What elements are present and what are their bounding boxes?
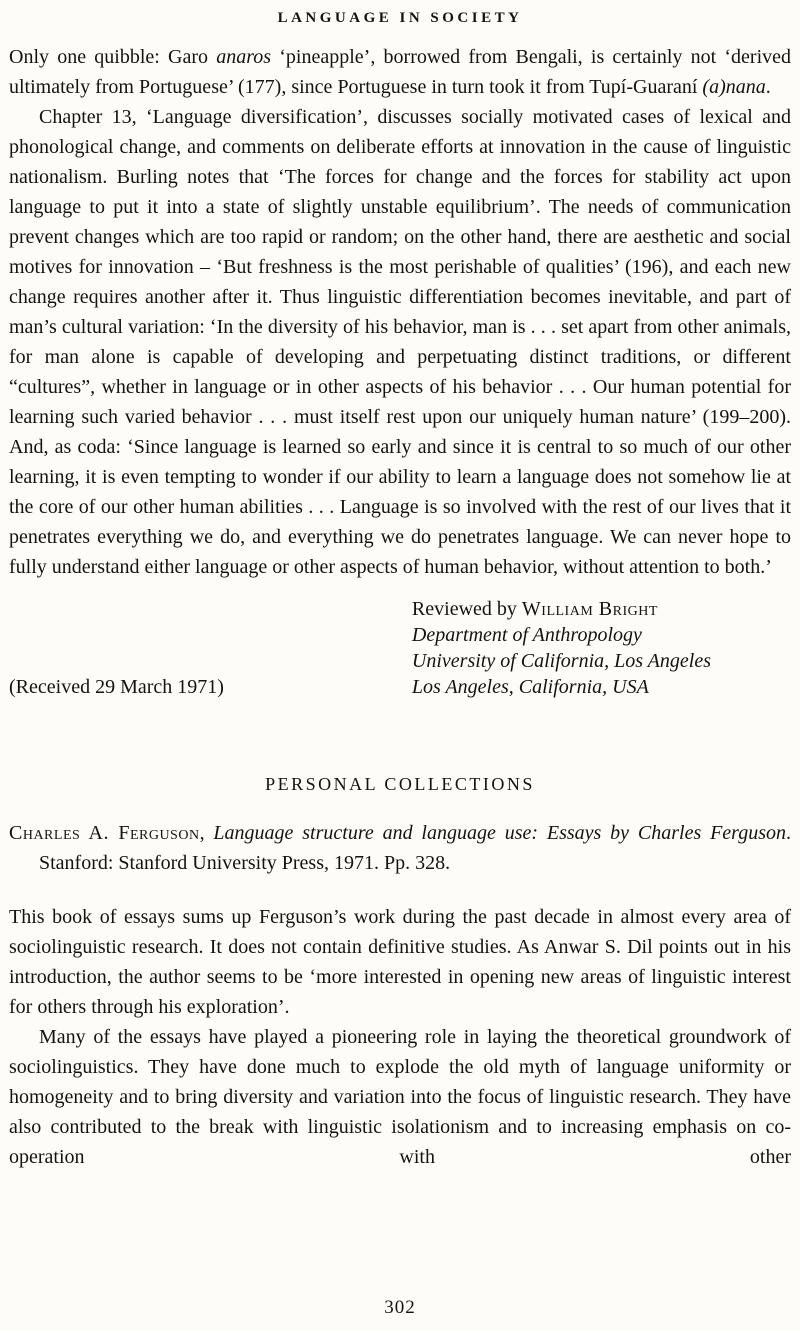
section-heading: PERSONAL COLLECTIONS xyxy=(265,774,535,794)
review-paragraph-chapter13: Chapter 13, ‘Language diversification’, discusses socially motivated cases of lexical and phonological change, and comments on deliberate efforts at innovation in the cause of linguistic nationalism. Burling notes that ‘The forces for change and the forces for stability act upon language to put it into a state of slightly unstable equilibrium’. The needs of communication prevent changes which are too rapid or random; on the other hand, there are aesthetic and social motives for innovation – ‘But freshness is the most perishable of qualities’ (196), and each new change requires another after it. Thus linguistic differentiation becomes inevitable, and part of man’s cultural variation: ‘In the diversity of his behavior, man is . . . set apart from other animals, for man alone is capable of developing and perpetuating distinct traditions, or different “cultures”, whether in language or in other aspects of his behavior . . . Our human potential for learning such varied behavior . . . must itself rest upon our uniquely human nature’ (199–200). And, as coda: ‘Since language is learned so early and since it is central to so much of our other learning, it is even tempting to wonder if our ability to learn a language does not somehow lie at the core of our other human abilities . . . Language is so involved with the rest of our lives that it penetrates everything we do, and everything we do penetrates language. We can never hope to fully understand either language or other aspects of human behavior, without attention to both.’ xyxy=(9,106,791,578)
page-number: 302 xyxy=(384,1297,416,1318)
section-paragraph-summary: This book of essays sums up Ferguson’s work during the past decade in almost every area of sociolinguistic research. It does not contain definitive studies. As Anwar S. Dil points out in his introduction, the author seems to be ‘more interested in opening new areas of linguistic interest for others through his exploration’. xyxy=(9,906,791,1018)
running-head: LANGUAGE IN SOCIETY xyxy=(277,10,523,26)
signoff-block xyxy=(9,596,791,700)
book-citation: Charles A. Ferguson, Language structure and language use: Essays by Charles Ferguson. Stanford: Stanford University Press, 1971. Pp. 328. xyxy=(9,822,792,874)
received-date: (Received 29 March 1971) xyxy=(9,676,224,698)
review-paragraph-quibble: Only one quibble: Garo anaros ‘pineapple’, borrowed from Bengali, is certainly not ‘derived ultimately from Portuguese’ (177), since Portuguese in turn took it from Tupí-Guaraní (a)nana. xyxy=(9,46,791,98)
section-paragraph-pioneering: Many of the essays have played a pioneering role in laying the theoretical groundwork of sociolinguistics. They have done much to explode the old myth of language uniformity or homogeneity and to bring diversity and variation into the focus of linguistic research. They have also contributed to the break with linguistic isolationism and to increasing emphasis on co-operation with other xyxy=(9,1026,791,1168)
reviewed-by-line: Reviewed by William Bright xyxy=(411,598,658,620)
reviewer-affiliation-department: Department of Anthropology xyxy=(411,624,642,646)
reviewer-block xyxy=(412,596,711,700)
reviewer-affiliation-university: University of California, Los Angeles xyxy=(411,650,711,672)
reviewer-affiliation-city: Los Angeles, California, USA xyxy=(411,676,649,698)
